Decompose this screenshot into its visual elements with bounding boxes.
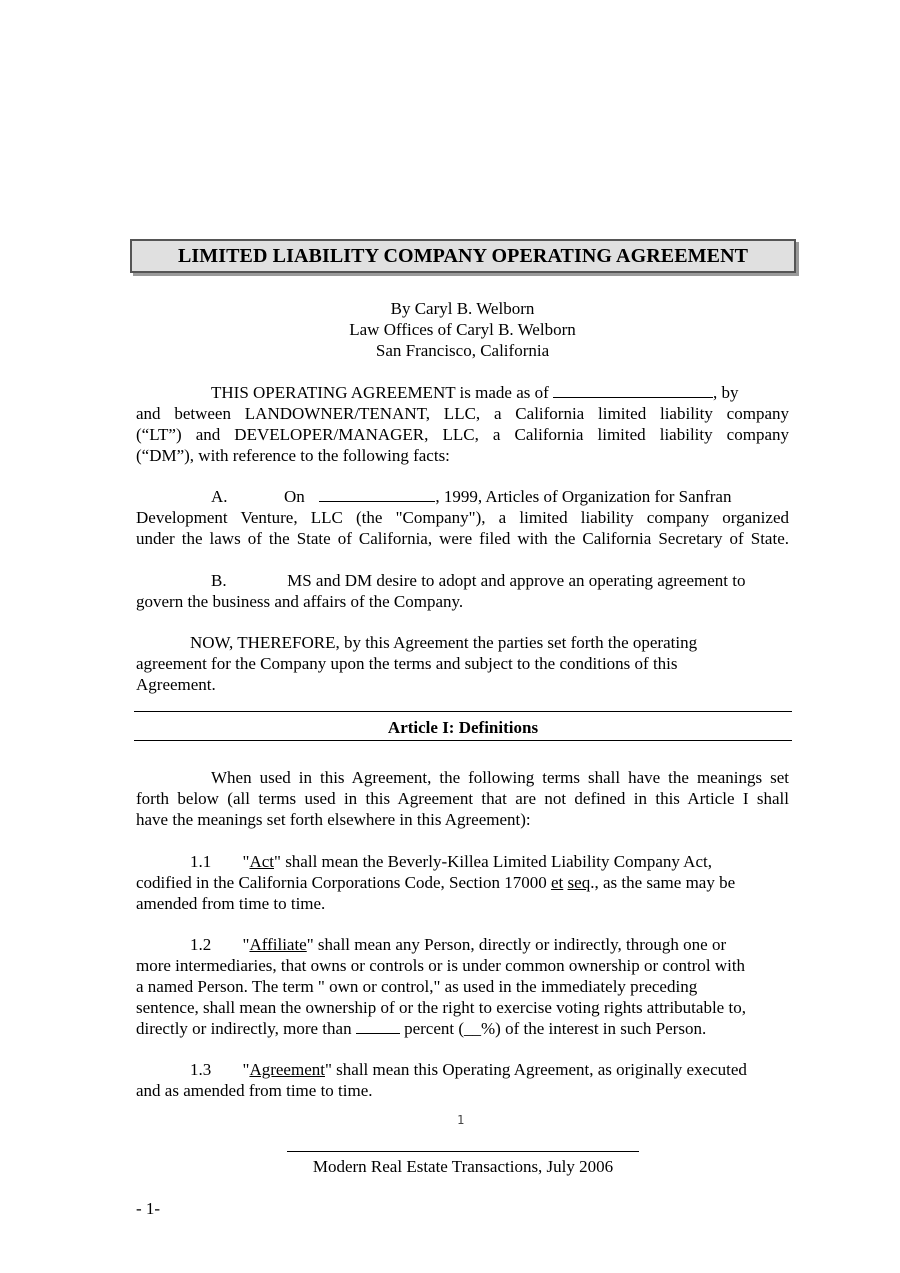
document-title: LIMITED LIABILITY COMPANY OPERATING AGREEMENT	[177, 244, 749, 267]
section-number: 1.3	[190, 1060, 212, 1079]
definition-text: and as amended from time to time.	[136, 1081, 373, 1100]
definition-text: directly or indirectly, more than	[136, 1019, 352, 1038]
date-blank	[319, 487, 435, 502]
recital-text: On	[284, 487, 305, 506]
definition-text: a named Person. The term " own or control," as used in the immediately preceding	[136, 977, 698, 996]
recital-letter: A.	[211, 487, 228, 506]
definition-text: codified in the California Corporations Code, Section 17000	[136, 873, 547, 892]
author-firm: Law Offices of Caryl B. Welborn	[349, 320, 576, 339]
definition-1-2: 1.2 "Affiliate" shall mean any Person, directly or indirectly, through one or more intermediaries, that owns or controls or is under common ownership or control with a named Person. The term " own or control," as used in the immediately preceding sentence, shall mean the ownership of or the right to exercise voting rights attributable to, directly or indirectly, more than percent (__%) of the interest in such Person.	[136, 934, 789, 1039]
definition-text: " shall mean any Person, directly or indirectly, through one or	[306, 935, 727, 954]
definition-1-1: 1.1 "Act" shall mean the Beverly-Killea Limited Liability Company Act, codified in the California Corporations Code, Section 17000 et seq., as the same may be amended from time to time.	[136, 851, 789, 914]
latin-term: seq	[567, 873, 591, 892]
defined-term: Affiliate	[249, 935, 307, 954]
definition-text: ., as the same may be	[590, 873, 736, 892]
intro-line: (“DM”), with reference to the following facts:	[136, 446, 450, 465]
now-therefore-line: agreement for the Company upon the terms and subject to the conditions of this	[136, 654, 678, 673]
article-intro	[136, 767, 789, 830]
now-therefore-paragraph	[136, 632, 789, 695]
intro-paragraph	[136, 382, 789, 466]
recital-text: MS and DM desire to adopt and approve an operating agreement to	[287, 571, 746, 590]
defined-term: Act	[249, 852, 274, 871]
author-location: San Francisco, California	[375, 341, 550, 360]
intro-text: , by	[713, 383, 739, 402]
latin-term: et	[551, 873, 564, 892]
recital-letter: B.	[211, 571, 227, 590]
small-page-number: 1	[457, 1113, 465, 1127]
definition-text: " shall mean this Operating Agreement, as originally executed	[324, 1060, 747, 1079]
recital-b	[136, 570, 789, 612]
article-intro-line: When used in this Agreement, the following terms shall have the meanings set	[211, 768, 789, 787]
recital-line: Development Venture, LLC (the "Company"), a limited liability company organized	[136, 508, 789, 527]
title-box	[130, 239, 796, 273]
article-heading: Article I: Definitions	[387, 718, 539, 737]
intro-line: (“LT”) and DEVELOPER/MANAGER, LLC, a California limited liability company	[136, 425, 789, 444]
section-number: 1.2	[190, 935, 212, 954]
definition-text: amended from time to time.	[136, 894, 326, 913]
defined-term: Agreement	[249, 1060, 325, 1079]
intro-text: THIS OPERATING AGREEMENT is made as of	[211, 383, 549, 402]
section-number: 1.1	[190, 852, 212, 871]
definition-text: percent (__%) of the interest in such Person.	[404, 1019, 707, 1038]
definition-text: more intermediaries, that owns or controls or is under common ownership or control with	[136, 956, 746, 975]
footer-rule	[287, 1151, 639, 1152]
now-therefore-line: NOW, THEREFORE, by this Agreement the parties set forth the operating	[190, 633, 698, 652]
article-intro-line: forth below (all terms used in this Agreement that are not defined in this Article I shall	[136, 789, 789, 808]
definition-text: " shall mean the Beverly-Killea Limited Liability Company Act,	[274, 852, 712, 871]
definition-text: sentence, shall mean the ownership of or the right to exercise voting rights attributable to,	[136, 998, 746, 1017]
date-blank	[553, 383, 713, 398]
author-name: By Caryl B. Welborn	[390, 299, 535, 318]
recital-line: govern the business and affairs of the Company.	[136, 592, 464, 611]
recital-a	[136, 486, 789, 549]
recital-text: , 1999, Articles of Organization for Sanfran	[435, 487, 732, 506]
article-intro-line: have the meanings set forth elsewhere in this Agreement):	[136, 810, 531, 829]
recital-line: under the laws of the State of California, were filed with the California Secretary of State.	[136, 529, 789, 548]
footer-text: Modern Real Estate Transactions, July 2006	[312, 1157, 614, 1176]
percent-blank	[356, 1019, 400, 1034]
definition-1-3: 1.3 "Agreement" shall mean this Operating Agreement, as originally executed and as amended from time to time.	[136, 1059, 789, 1101]
page-number: - 1-	[136, 1199, 161, 1218]
now-therefore-line: Agreement.	[136, 675, 216, 694]
intro-line: and between LANDOWNER/TENANT, LLC, a California limited liability company	[136, 404, 789, 423]
article-top-rule	[134, 711, 792, 712]
article-bottom-rule	[134, 740, 792, 741]
